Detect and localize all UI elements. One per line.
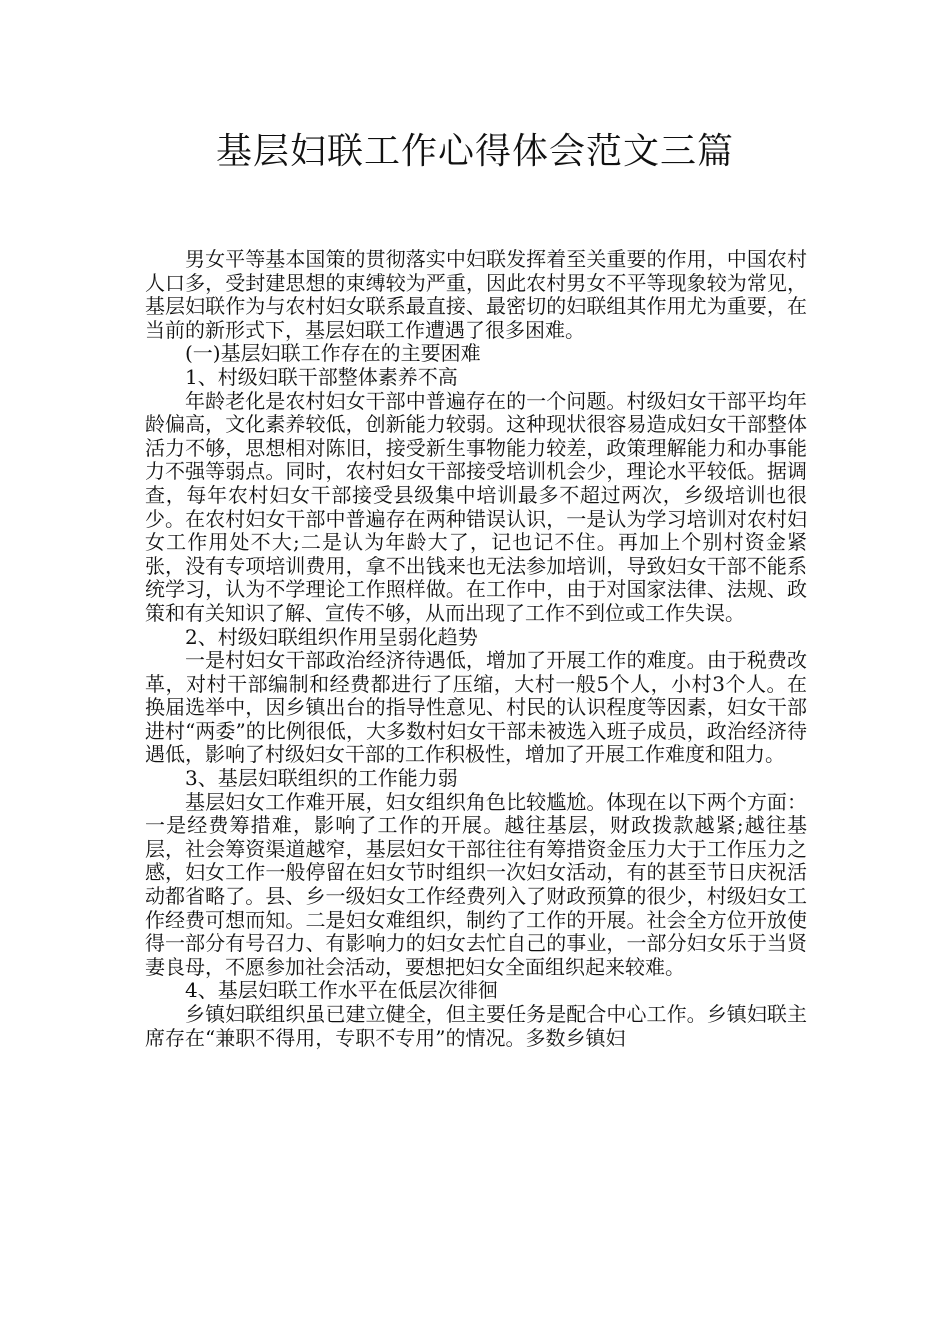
paragraph-2: 一是村妇女干部政治经济待遇低，增加了开展工作的难度。由于税费改革，对村干部编制和经费都进行了压缩，大村一般5个人，小村3个人。在换届选举中，因乡镇出台的指导性意见、村民的认识程度等因素，妇女干部进村“两委”的比例很低，大多数村妇女干部未被选入班子成员，政治经济待遇低，影响了村级妇女干部的工作积极性，增加了开展工作难度和阻力。: [145, 648, 807, 767]
document-title: 基层妇联工作心得体会范文三篇: [215, 131, 734, 172]
subheading-3: 3、基层妇联组织的工作能力弱: [185, 766, 458, 791]
section-heading-difficulties: (一)基层妇联工作存在的主要困难: [185, 341, 481, 366]
subheading-2: 2、村级妇联组织作用呈弱化趋势: [185, 624, 478, 649]
paragraph-1: 年龄老化是农村妇女干部中普遍存在的一个问题。村级妇女干部平均年龄偏高，文化素养较低，创新能力较弱。这种现状很容易造成妇女干部整体活力不够，思想相对陈旧，接受新生事物能力较差，政策理解能力和办事能力不强等弱点。同时，农村妇女干部接受培训机会少，理论水平较低。据调查，每年农村妇女干部接受县级集中培训最多不超过两次，乡级培训也很少。在农村妇女干部中普遍存在两种错误认识，一是认为学习培训对农村妇女工作用处不大;二是认为年龄大了，记也记不住。再加上个别村资金紧张，没有专项培训费用，拿不出钱来也无法参加培训，导致妇女干部不能系统学习，认为不学理论工作照样做。在工作中，由于对国家法律、法规、政策和有关知识了解、宣传不够，从而出现了工作不到位或工作失误。: [145, 388, 807, 625]
paragraph-intro: 男女平等基本国策的贯彻落实中妇联发挥着至关重要的作用，中国农村人口多，受封建思想的束缚较为严重，因此农村男女不平等现象较为常见，基层妇联作为与农村妇女联系最直接、最密切的妇联组其作用尤为重要，在当前的新形式下，基层妇联工作遭遇了很多困难。: [145, 247, 807, 342]
document-body: [145, 248, 807, 1050]
subheading-4: 4、基层妇联工作水平在低层次徘徊: [185, 978, 498, 1003]
paragraph-4: 乡镇妇联组织虽已建立健全，但主要任务是配合中心工作。乡镇妇联主席存在“兼职不得用，专职不专用”的情况。多数乡镇妇: [145, 1002, 807, 1050]
subheading-1: 1、村级妇联干部整体素养不高: [185, 364, 458, 389]
paragraph-3: 基层妇女工作难开展，妇女组织角色比较尴尬。体现在以下两个方面：一是经费筹措难，影响了工作的开展。越往基层，财政拨款越紧;越往基层，社会筹资渠道越窄，基层妇女干部往往有筹措资金压力大于工作压力之感，妇女工作一般停留在妇女节时组织一次妇女活动，有的甚至节日庆祝活动都省略了。县、乡一级妇女工作经费列入了财政预算的很少，村级妇女工作经费可想而知。二是妇女难组织，制约了工作的开展。社会全方位开放使得一部分有号召力、有影响力的妇女去忙自己的事业，一部分妇女乐于当贤妻良母，不愿参加社会活动，要想把妇女全面组织起来较难。: [145, 789, 807, 979]
